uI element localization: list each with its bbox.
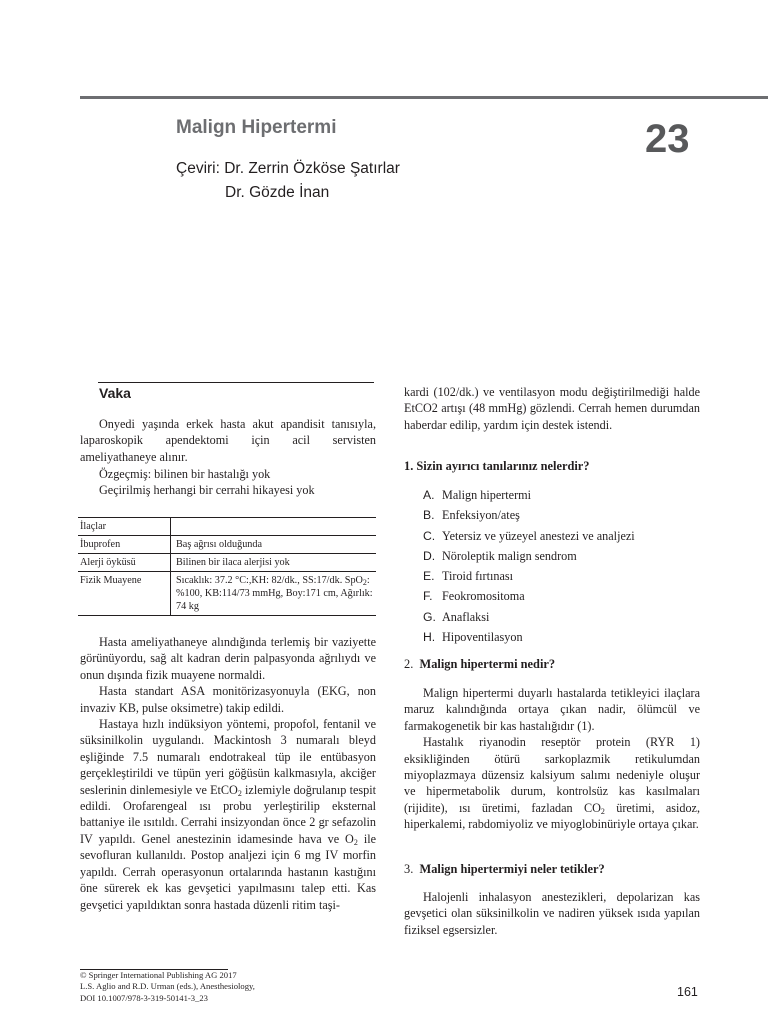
case-paragraph: Hasta standart ASA monitörizasyonuyla (EKG, non invaziv KB, pulse oksimetre) takip edildi. [80,684,376,715]
question-1-heading: 1. Sizin ayırıcı tanılarınız nelerdir? [404,459,590,473]
question-3-heading: 3. Malign hipertermiyi neler tetikler? [404,862,605,876]
table-row [78,518,376,536]
case-paragraph: Hasta ameliyathaneye alındığında terlemiş bir vaziyette görünüyordu, sağ alt kadran derin palpasyonda ağrılıydı ve onun dışında fizik muayene normaldi. [80,635,376,682]
table-cell-label: Alerji öyküsü [78,554,171,572]
translator-line-2: Dr. Gözde İnan [225,184,330,201]
top-rule [80,96,768,99]
case-heading: Vaka [99,385,131,401]
list-item: G. Anaflaksi [423,609,490,624]
table-cell-label: Fizik Muayene [78,572,171,616]
doi-line: DOI 10.1007/978-3-319-50141-3_23 [80,992,208,1003]
table-cell-value [171,518,377,536]
list-item: B. Enfeksiyon/ateş [423,508,520,523]
copyright-line: © Springer International Publishing AG 2017 [80,970,237,980]
table-row [78,554,376,572]
list-item: E. Tiroid fırtınası [423,569,513,584]
case-body [80,634,376,913]
table-cell-label: İlaçlar [78,518,171,536]
question-2-heading: 2. Malign hipertermi nedir? [404,657,556,671]
table-cell-value: Sıcaklık: 37.2 °C:,KH: 82/dk., SS:17/dk. SpO$_2$: %100, KB:114/73 mmHg, Boy:171 cm, Ağırlık: 74 kg [176,575,373,612]
editors-line: L.S. Aglio and R.D. Urman (eds.), Anesthesiology, [80,981,255,992]
question-3-answer: Halojenli inhalasyon anestezikleri, depolarizan kas gevşetici olan süksinilkolin ve nadiren yüksek ısıda yapılan fiziksel egsersizler. [404,890,700,937]
list-item: H. Hipoventilasyon [423,630,523,645]
list-item: F. Feokromositoma [423,589,525,604]
answer-paragraph: Malign hipertermi duyarlı hastalarda tetikleyici ilaçlara maruz kalındığında ortaya çıkan nadir, ölümcül ve farmakogenetik bir kas hastalığıdır (1). [404,686,700,733]
table-cell-label: İbuprofen [78,536,171,554]
list-item: A. Malign hipertermi [423,488,532,502]
case-continuation-paragraph: kardi (102/dk.) ve ventilasyon modu değiştirilmediği halde EtCO2 artışı (48 mmHg) gözlendi. Cerrah hemen durumdan haberdar edilip, yardım için destek istendi. [404,385,700,432]
question-2-answer [404,685,700,833]
translator-line-1: Çeviri: Dr. Zerrin Özköse Şatırlar [176,160,400,177]
list-item: C. Yetersiz ve yüzeyel anestezi ve analjezi [423,528,635,543]
case-heading-rule [98,382,374,383]
table-cell-value: Bilinen bir ilaca alerjisi yok [176,557,290,568]
table-row [78,536,376,554]
chapter-number: 23 [645,117,690,161]
footnote [80,970,255,1004]
case-table [78,517,376,616]
table-row [78,572,376,616]
answer-paragraph: Hastalık riyanodin reseptör protein (RYR 1) eksikliğinden ötürü sarkoplazmik retikulumdan miyoplazmaya düzensiz kalsiyum salımı nedeniyle oluşur ve hipermetabolik durum, kontrolsüz kas kasılmaları (rijidite), ısı üretimi, fazladan $CO_2$ üretimi, asidoz, hiperkalemi, rabdomiyoliz ve miyoglobinüriyle ortaya çıkar. [404,735,700,832]
medical-history-line: Özgeçmiş: bilinen bir hastalığı yok [99,467,271,481]
case-paragraph: Hastaya hızlı indüksiyon yöntemi, propofol, fentanil ve süksinilkolin uygulandı. Mackintosh 3 numaralı bleyd eşliğinde 7.5 numaralı endotrakeal tüp ile entübasyon gerçekleştirildi ve tüpün yeri göğüsün kalkmasıyla, akciğer seslerinin dinlemesiyle ve EtCO$_2$ izlemiyle doğrulanıp tespit edildi. Orofarengeal ısı probu yerleştirilip eksternal battaniye ile ısıtıldı. Cerrahi insizyondan önce 2 gr sefazolin IV yapıldı. Genel anestezinin idamesinde hava ve $O_2$ ile sevofluran kullanıldı. Postop analjezi için 6 mg IV morfin yapıldı. Cerrah operasyonun ortalarında hastanın kastığını öne sürerek ek kas gevşetici yapılmasını talep etti. Kas gevşetici yapıldıktan sonra hastada düzenli ritim taşi- [80,717,376,912]
differential-diagnosis-list [423,487,635,649]
table-cell-value: Baş ağrısı olduğunda [176,539,263,550]
page-number: 161 [677,985,698,999]
case-intro-paragraph: Onyedi yaşında erkek hasta akut apandisit tanısıyla, laparoskopik apendektomi için acil servisten ameliyathaneye alınır. [80,417,376,464]
surgical-history-line: Geçirilmiş herhangi bir cerrahi hikayesi yok [99,483,315,497]
chapter-title: Malign Hipertermi [176,117,337,138]
list-item: D. Nöroleptik malign sendrom [423,548,577,563]
